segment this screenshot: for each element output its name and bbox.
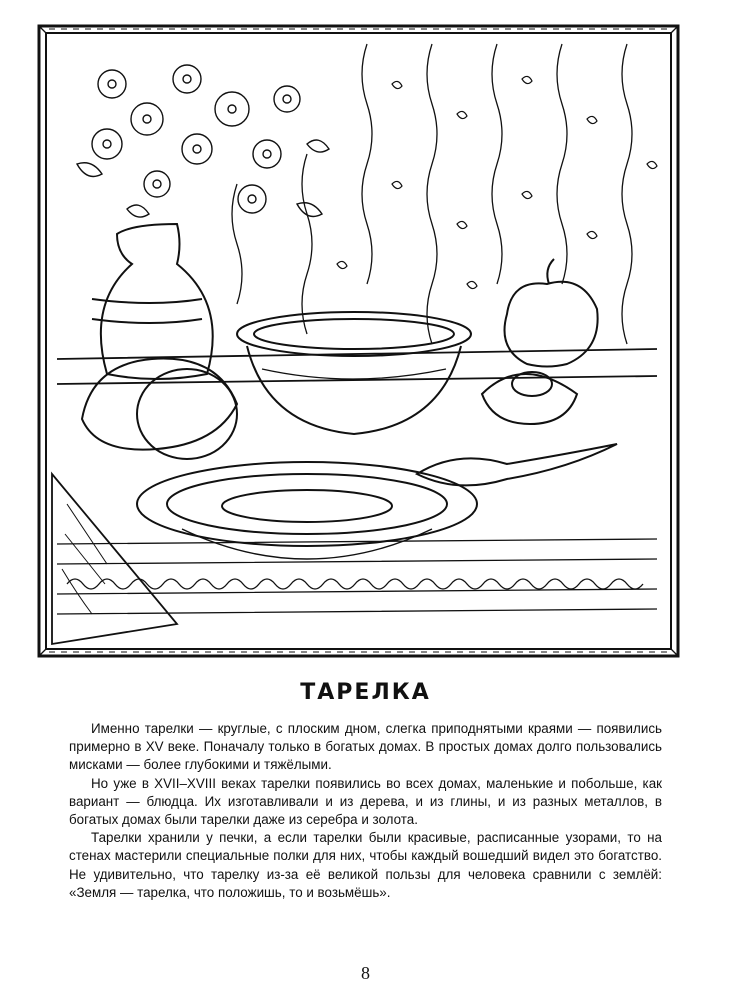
vase bbox=[92, 224, 213, 379]
article-body bbox=[69, 720, 662, 902]
page-title: ТАРЕЛКА bbox=[300, 680, 431, 705]
page-number: 8 bbox=[361, 963, 370, 983]
flowers bbox=[77, 65, 329, 217]
bread bbox=[82, 359, 237, 459]
cloth-stripes bbox=[57, 539, 657, 614]
curtain-background bbox=[232, 44, 632, 344]
paragraph: Но уже в XVII–XVIII веках тарелки появились во всех домах, маленькие и побольше, как вариант — блюдца. Их изготавливали и из дерева, и из глины, и из разных металлов, в богатых домах были тарелки даже из серебра и золота. bbox=[69, 775, 662, 828]
bowl bbox=[237, 312, 471, 434]
coloring-illustration bbox=[37, 24, 680, 658]
paragraph: Именно тарелки — круглые, с плоским дном, слегка приподнятыми краями — появились примерно в XV веке. Поначалу только в богатых домах. В простых домах долго пользовались мисками — более глубокими и тяжёлыми. bbox=[69, 721, 662, 773]
plate bbox=[137, 462, 477, 559]
cutting-board bbox=[52, 474, 177, 644]
apple bbox=[482, 259, 598, 424]
leaf-pattern bbox=[337, 76, 657, 288]
border-pattern bbox=[49, 29, 667, 652]
paragraph: Тарелки хранили у печки, а если тарелки были красивые, расписанные узорами, то на стенах мастерили специальные полки для них, чтобы каждый вошедший видел это богатство. Не удивительно, что тарелку из-за её великой пользы для человека сравнили с землёй: «Земля — тарелка, что положишь, то и возьмёшь». bbox=[69, 830, 662, 900]
